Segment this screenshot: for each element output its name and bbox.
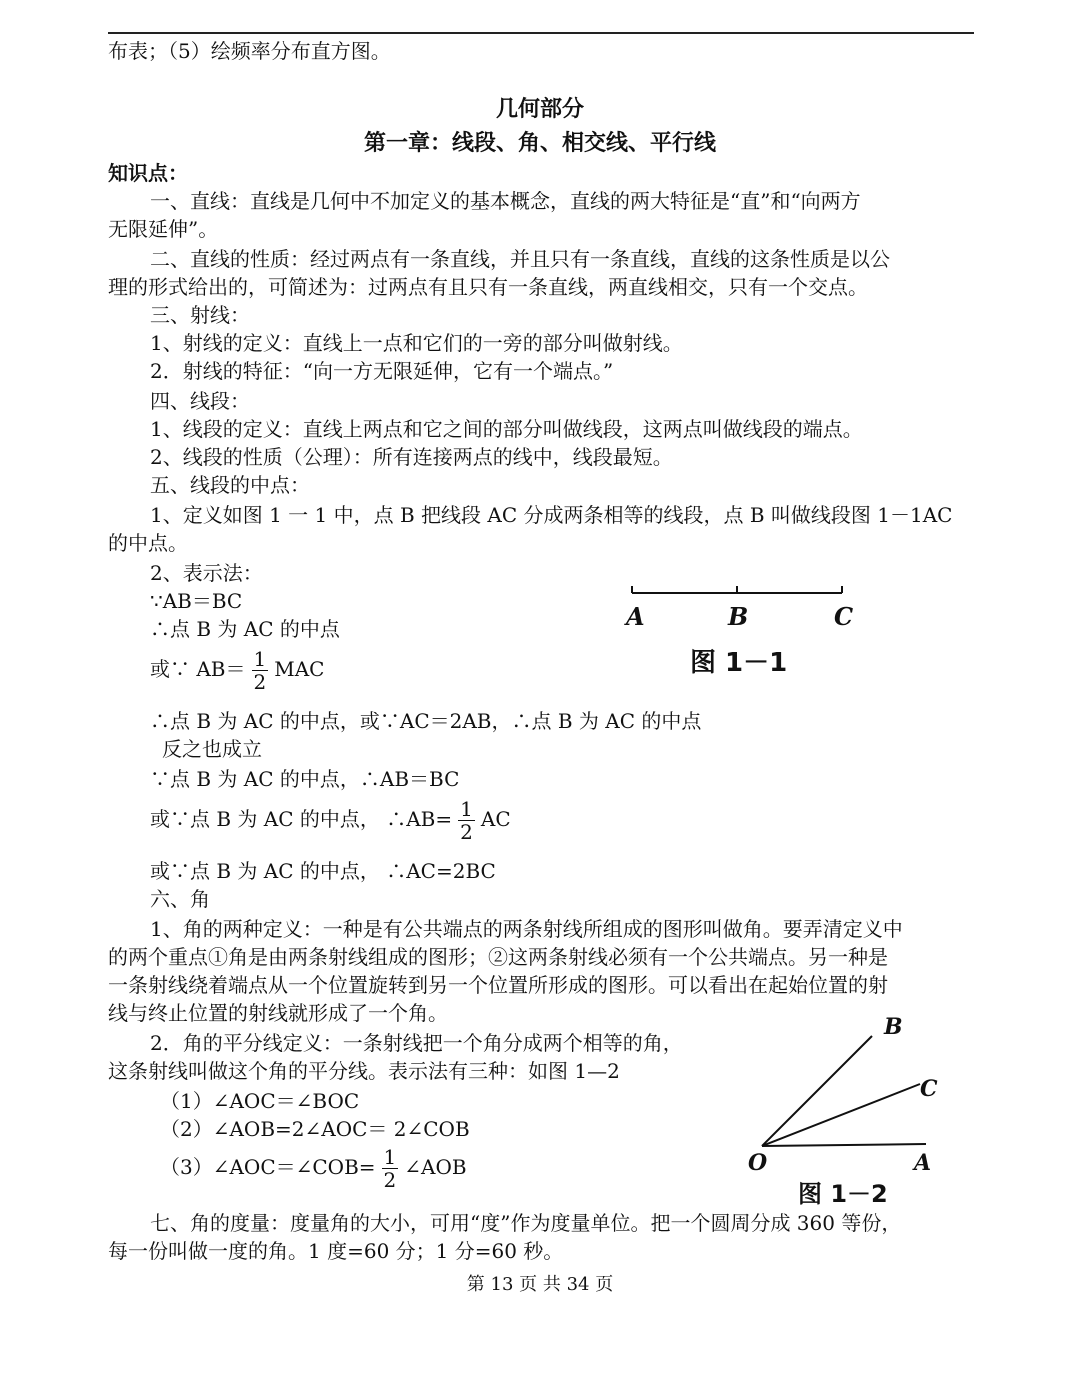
header-rule	[108, 32, 974, 34]
expr-3-suffix: ∠AOB	[404, 1155, 467, 1179]
para-5-2: 2、表示法：	[150, 561, 263, 585]
page-footer: 第 13 页 共 34 页	[466, 1274, 614, 1295]
math-line-5: 反之也成立	[162, 737, 262, 761]
para-3-1: 1、射线的定义：直线上一点和它们的一旁的部分叫做射线。	[150, 331, 683, 355]
para-5: 五、线段的中点：	[150, 473, 310, 497]
math-line-7-suffix: AC	[480, 807, 511, 831]
para-5-1b: 的中点。	[108, 531, 188, 555]
para-6-1b: 的两个重点①角是由两条射线组成的图形；②这两条射线必须有一个公共端点。另一种是	[108, 945, 888, 969]
math-line-2: ∴点 B 为 AC 的中点	[150, 617, 340, 641]
part-title: 几何部分	[495, 97, 584, 122]
fraction-denominator: 2	[383, 1168, 397, 1192]
math-line-4: ∴点 B 为 AC 的中点，或∵AC＝2AB，∴点 B 为 AC 的中点	[150, 709, 702, 733]
para-4-2: 2、线段的性质（公理）：所有连接两点的线中，线段最短。	[150, 445, 673, 469]
fraction-half	[252, 648, 269, 693]
expr-3	[160, 1146, 467, 1191]
fig2-label-a: A	[914, 1150, 932, 1176]
expr-3-prefix: （3）∠AOC＝∠COB=	[160, 1155, 376, 1179]
para-3-2: 2．射线的特征：“向一方无限延伸，它有一个端点。”	[150, 359, 614, 383]
para-2a: 二、直线的性质：经过两点有一条直线，并且只有一条直线，直线的这条性质是以公	[150, 247, 890, 271]
fraction-numerator: 1	[253, 647, 267, 671]
fig1-caption: 图 1－1	[690, 648, 788, 678]
math-line-3	[150, 648, 324, 693]
figure-1-1	[620, 578, 870, 678]
fig2-caption: 图 1－2	[798, 1180, 888, 1208]
para-2b: 理的形式给出的，可简述为：过两点有且只有一条直线，两直线相交，只有一个交点。	[108, 275, 868, 299]
para-4-1: 1、线段的定义：直线上两点和它之间的部分叫做线段，这两点叫做线段的端点。	[150, 417, 863, 441]
para-6-2b: 这条射线叫做这个角的平分线。表示法有三种：如图 1—2	[108, 1059, 620, 1083]
para-6-1c: 一条射线绕着端点从一个位置旋转到另一个位置所形成的图形。可以看出在起始位置的射	[108, 973, 888, 997]
fig1-label-c: C	[834, 602, 854, 631]
para-1a: 一、直线：直线是几何中不加定义的基本概念，直线的两大特征是“直”和“向两方	[150, 189, 861, 213]
ray-oc	[762, 1084, 920, 1146]
knowledge-label: 知识点：	[108, 161, 188, 185]
figure-1-2	[740, 1010, 960, 1210]
para-5-1a: 1、定义如图 1 一 1 中，点 B 把线段 AC 分成两条相等的线段，点 B 叫做线段图 1－1AC	[150, 503, 953, 527]
fraction-denominator: 2	[253, 670, 267, 694]
math-line-3-prefix: 或∵ AB＝	[150, 657, 246, 681]
math-line-6: ∵点 B 为 AC 的中点，∴AB＝BC	[150, 767, 460, 791]
fraction-half	[382, 1146, 399, 1191]
fraction-numerator: 1	[460, 797, 473, 821]
fraction-denominator: 2	[460, 820, 473, 844]
fraction-numerator: 1	[383, 1145, 397, 1169]
ray-oa	[762, 1144, 926, 1146]
para-6: 六、角	[150, 887, 210, 911]
para-7a: 七、角的度量：度量角的大小，可用“度”作为度量单位。把一个圆周分成 360 等份，	[150, 1211, 902, 1235]
top-line: 布表；（5）绘频率分布直方图。	[108, 39, 391, 63]
para-1b: 无限延伸”。	[108, 217, 219, 241]
para-3: 三、射线：	[150, 303, 250, 327]
fig2-label-b: B	[884, 1014, 903, 1040]
para-6-1a: 1、角的两种定义：一种是有公共端点的两条射线所组成的图形叫做角。要弄清定义中	[150, 917, 903, 941]
expr-2: （2）∠AOB=2∠AOC＝ 2∠COB	[160, 1117, 470, 1141]
math-line-7	[150, 798, 511, 843]
math-line-3-suffix: MAC	[274, 657, 325, 681]
math-line-1: ∵AB＝BC	[150, 589, 243, 613]
chapter-title: 第一章：线段、角、相交线、平行线	[363, 131, 716, 156]
fig1-label-a: A	[626, 602, 645, 631]
para-7b: 每一份叫做一度的角。1 度=60 分；1 分=60 秒。	[108, 1239, 564, 1263]
para-6-2a: 2．角的平分线定义：一条射线把一个角分成两个相等的角，	[150, 1031, 683, 1055]
para-6-1d: 线与终止位置的射线就形成了一个角。	[108, 1001, 448, 1025]
fig2-label-c: C	[920, 1076, 938, 1102]
math-line-7-prefix: 或∵点 B 为 AC 的中点， ∴AB=	[150, 807, 453, 831]
fig1-label-b: B	[728, 602, 749, 631]
fig2-label-o: O	[748, 1150, 768, 1176]
fraction-half	[458, 798, 475, 843]
ray-ob	[762, 1036, 872, 1146]
para-4: 四、线段：	[150, 389, 250, 413]
math-line-8: 或∵点 B 为 AC 的中点， ∴AC=2BC	[150, 859, 496, 883]
expr-1: （1）∠AOC＝∠BOC	[160, 1089, 360, 1113]
